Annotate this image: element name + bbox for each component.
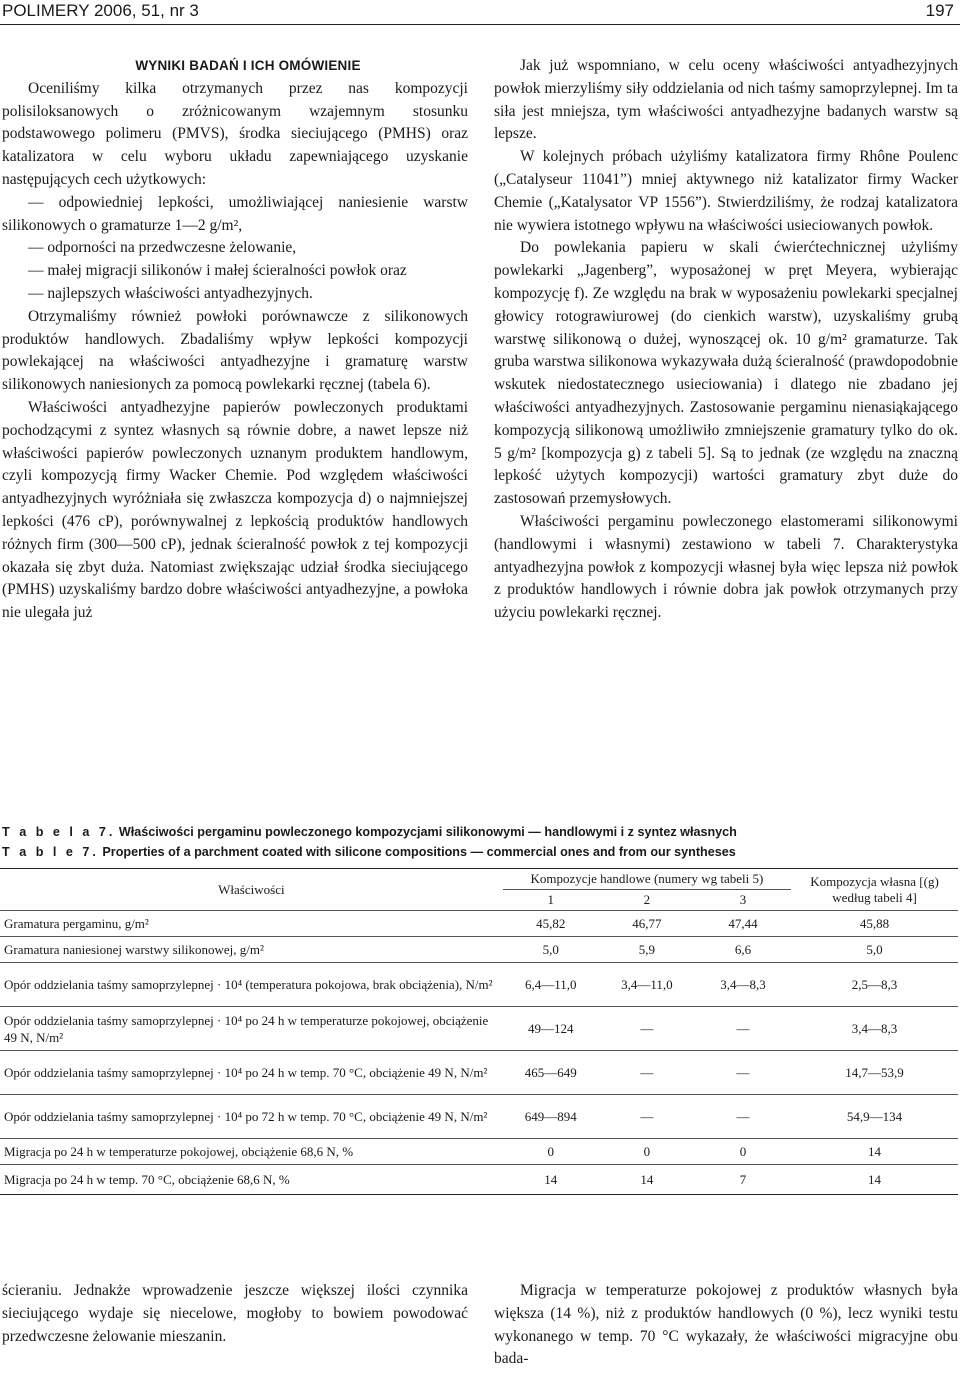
bottom-left-column [2,1280,468,1348]
header-commercial: Kompozycje handlowe (numery wg tabeli 5) [503,869,791,890]
table-cell-own: 14,7—53,9 [791,1051,958,1095]
table-cell-own: 2,5—8,3 [791,963,958,1007]
paragraph: W kolejnych próbach użyliśmy katalizatora firmy Rhône Poulenc („Catalyseur 11041”) mniej aktywnego niż katalizator firmy Wacker Chemie („Katalysator VP 1556”). Stwierdziliśmy, że rodzaj katalizatora nie wywiera istotnego wpływu na właściwości usieciowanych powłok. [494,148,958,234]
table-row [0,1139,958,1165]
table-cell-c1: 0 [503,1139,599,1165]
table-cell-c3: 47,44 [695,911,791,937]
table-cell-c1: 49—124 [503,1007,599,1051]
table-row [0,1007,958,1051]
table-cell-c2: — [599,1007,695,1051]
table-cell-c1: 6,4—11,0 [503,963,599,1007]
paragraph: Do powlekania papieru w skali ćwierćtechnicznej użyliśmy powlekarki „Jagenberg”, wyposażonej w pręt Meyera, wybierając kompozycję f). Ze względu na brak w wyposażeniu powlekarki specjalnej głowicy rotograwiurowej (do cienkich warstw), uzyskaliśmy grubą warstwę silikonową o dużej, wynoszącej ok. 10 g/m² gramaturze. Tak gruba warstwa silikonowa wykazywała dużą ścieralność (prawdopodobnie wskutek niedostatecznego usieciowania) i dlatego nie zbadano jej właściwości antyadhezyjnych. Zastosowanie pergaminu nienasiąkającego kompozycją silikonową umożliwiło zmniejszenie gramatury tylko do ok. 5 g/m² [kompozycja g) z tabeli 5]. Są to jednak (ze względu na znaczną lepkość użytych kompozycji) wartości gramatury zbyt duże do zastosowań przemysłowych. [494,239,958,508]
header-own: Kompozycja własna [(g) według tabeli 4] [791,869,958,911]
table-cell-property: Opór oddzielania taśmy samoprzylepnej · 10⁴ po 24 h w temp. 70 °C, obciążenie 49 N, N/m² [0,1051,503,1095]
list-item: — odpowiedniej lepkości, umożliwiającej naniesienie warstw silikonowych o gramaturze 1—2 g/m², [2,193,468,234]
table-cell-c2: 46,77 [599,911,695,937]
table-cell-c1: 649—894 [503,1095,599,1139]
table-cell-c2: — [599,1095,695,1139]
paragraph: ścieraniu. Jednakże wprowadzenie jeszcze większej ilości czynnika sieciującego wydaje się niecelowe, mogłoby to bowiem powodować przedwczesne żelowanie mieszanin. [2,1282,468,1345]
table-cell-c2: 5,9 [599,937,695,963]
list-item: — odporności na przedwczesne żelowanie, [28,239,297,257]
table-row [0,1095,958,1139]
paragraph: Jak już wspomniano, w celu oceny właściwości antyadhezyjnych powłok mierzyliśmy siły oddzielania od nich taśmy samoprzylepnej. Im ta siła jest mniejsza, tym właściwości antyadhezyjne badanych warstw są lepsze. [494,57,958,143]
table-cell-property: Opór oddzielania taśmy samoprzylepnej · 10⁴ po 24 h w temperaturze pokojowej, obciążenie 49 N, N/m² [0,1007,503,1051]
table-row [0,963,958,1007]
caption-label-pl: T a b e l a 7. [2,825,116,839]
table-cell-own: 45,88 [791,911,958,937]
header-sub-1: 1 [547,892,555,907]
table-cell-c3: 3,4—8,3 [695,963,791,1007]
table-cell-c1: 14 [503,1165,599,1195]
paragraph: Migracja w temperaturze pokojowej z produktów własnych była większa (14 %), niż z produktów handlowych (0 %), lecz wyniki testu wykonanego w temp. 70 °C wykazały, że właściwości migracyjne obu bada- [494,1282,958,1368]
paragraph: Właściwości antyadhezyjne papierów powleczonych produktami pochodzącymi z syntez własnych są równie dobre, a nawet lepsze niż właściwości papierów powleczonych uznanym produktem handlowym, czyli kompozycją firmy Wacker Chemie. Pod względem właściwości antyadhezyjnych wyróżniała się zwłaszcza kompozycja d) o najmniejszej lepkości (476 cP), porównywalnej z lepkością produktów handlowych różnych firm (300—500 cP), jednak ścieralność powłok z tej kompozycji okazała się zbyt duża. Natomiast zwiększając udział środka sieciującego (PMHS) uzyskaliśmy bardzo dobre właściwości antyadhezyjne, a powłoka nie ulegała już [2,398,468,622]
table-row [0,911,958,937]
table-cell-property: Gramatura pergaminu, g/m² [0,911,503,937]
table-cell-own: 14 [791,1139,958,1165]
bottom-right-column [494,1280,958,1371]
caption-label-en: T a b l e 7. [2,845,99,859]
table-caption [2,822,958,862]
table-cell-own: 3,4—8,3 [791,1007,958,1051]
section-title: WYNIKI BADAŃ I ICH OMÓWIENIE [135,58,361,73]
table-cell-property: Migracja po 24 h w temperaturze pokojowej, obciążenie 68,6 N, % [0,1139,503,1165]
paragraph: Właściwości pergaminu powleczonego elastomerami silikonowymi (handlowymi i własnymi) zestawiono w tabeli 7. Charakterystyka antyadhezyjna powłok z kompozycji własnej była więc lepsza niż powłok z produktów handlowych i równie dobra jak powłok otrzymanych przy użyciu powlekarki ręcznej. [494,512,958,622]
list-item: — najlepszych właściwości antyadhezyjnych. [28,284,313,302]
table-cell-property: Opór oddzielania taśmy samoprzylepnej · 10⁴ po 72 h w temp. 70 °C, obciążenie 49 N, N/m² [0,1095,503,1139]
caption-text-en: Properties of a parchment coated with silicone compositions — commercial ones and from our syntheses [102,845,736,859]
table-cell-c3: 7 [695,1165,791,1195]
page-header [0,0,960,24]
table-7 [0,868,958,1195]
header-property: Właściwości [0,869,503,911]
table-cell-c2: — [599,1051,695,1095]
table-cell-c1: 45,82 [503,911,599,937]
table-cell-c2: 3,4—11,0 [599,963,695,1007]
table-cell-c3: 6,6 [695,937,791,963]
table-caption-pl [2,822,958,842]
table-cell-property: Migracja po 24 h w temp. 70 °C, obciążenie 68,6 N, % [0,1165,503,1195]
journal-title: POLIMERY 2006, 51, nr 3 [2,1,199,20]
table-caption-en [2,842,958,862]
table-row [0,1051,958,1095]
table-cell-own: 14 [791,1165,958,1195]
table-cell-c2: 0 [599,1139,695,1165]
page-number: 197 [925,1,954,20]
table-row [0,1165,958,1195]
table-body [0,911,958,1195]
header-sub-2: 2 [643,892,651,907]
table-cell-c3: 0 [695,1139,791,1165]
table-cell-property: Gramatura naniesionej warstwy silikonowej, g/m² [0,937,503,963]
table-cell-c2: 14 [599,1165,695,1195]
table-cell-property: Opór oddzielania taśmy samoprzylepnej · 10⁴ (temperatura pokojowa, brak obciążenia), N/m² [0,963,503,1007]
table-cell-c1: 465—649 [503,1051,599,1095]
table-cell-c3: — [695,1095,791,1139]
table-cell-own: 54,9—134 [791,1095,958,1139]
caption-text-pl: Właściwości pergaminu powleczonego kompozycjami silikonowymi — handlowymi i z syntez własnych [118,825,737,839]
table-cell-c3: — [695,1007,791,1051]
header-rule [0,24,960,25]
left-column [2,55,468,625]
paragraph: Oceniliśmy kilka otrzymanych przez nas kompozycji polisiloksanowych o zróżnicowanym wzajemnym stosunku podstawowego polimeru (PMVS), środka sieciującego (PMHS) oraz katalizatora w celu wyboru układu zapewniającego uzyskanie następujących cech użytkowych: [2,79,468,188]
table-row [0,937,958,963]
list-item: — małej migracji silikonów i małej ścieralności powłok oraz [28,262,407,280]
right-column [494,55,958,625]
paragraph: Otrzymaliśmy również powłoki porównawcze z silikonowych produktów handlowych. Zbadaliśmy wpływ lepkości kompozycji powlekającej na właściwości antyadhezyjne i gramaturę warstw silikonowych naniesionych za pomocą powlekarki ręcznej (tabela 6). [2,307,468,394]
table-cell-c3: — [695,1051,791,1095]
table-cell-own: 5,0 [791,937,958,963]
header-sub-3: 3 [739,892,747,907]
table-cell-c1: 5,0 [503,937,599,963]
